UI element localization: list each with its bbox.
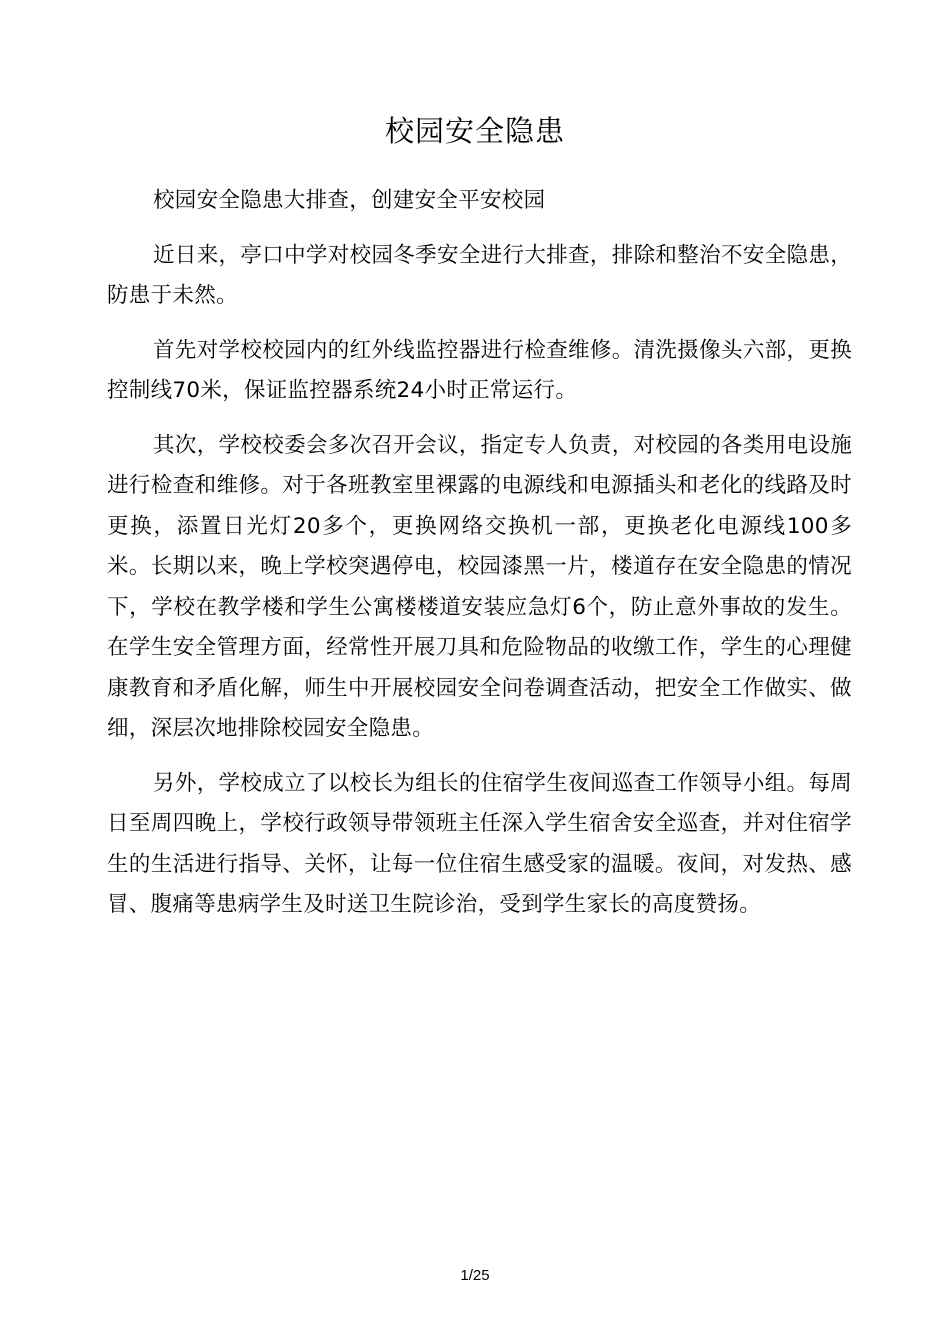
paragraph-monitoring: 首先对学校校园内的红外线监控器进行检查维修。清洗摄像头六部，更换控制线70米，保证监控器系统24小时正常运行。 xyxy=(107,337,852,403)
document-body xyxy=(107,181,852,940)
paragraph-dormitory: 另外，学校成立了以校长为组长的住宿学生夜间巡查工作领导小组。每周日至周四晚上，学校行政领导带领班主任深入学生宿舍安全巡查，并对住宿学生的生活进行指导、关怀，让每一位住宿生感受家的温暖。夜间，对发热、感冒、腹痛等患病学生及时送卫生院诊治，受到学生家长的高度赞扬。 xyxy=(107,770,852,917)
paragraph-subtitle: 校园安全隐患大排查，创建安全平安校园 xyxy=(153,188,546,213)
paragraph-electrical: 其次，学校校委会多次召开会议，指定专人负责，对校园的各类用电设施进行检查和维修。对于各班教室里裸露的电源线和电源插头和老化的线路及时更换，添置日光灯20多个，更换网络交换机一部，更换老化电源线100多米。长期以来，晚上学校突遇停电，校园漆黑一片，楼道存在安全隐患的情况下，学校在教学楼和学生公寓楼楼道安装应急灯6个，防止意外事故的发生。在学生安全管理方面，经常性开展刀具和危险物品的收缴工作，学生的心理健康教育和矛盾化解，师生中开展校园安全问卷调查活动，把安全工作做实、做细，深层次地排除校园安全隐患。 xyxy=(107,432,852,741)
document-title: 校园安全隐患 xyxy=(384,114,565,148)
page-number: 1/25 xyxy=(460,1267,490,1284)
paragraph-intro: 近日来，亭口中学对校园冬季安全进行大排查，排除和整治不安全隐患，防患于未然。 xyxy=(107,242,852,308)
